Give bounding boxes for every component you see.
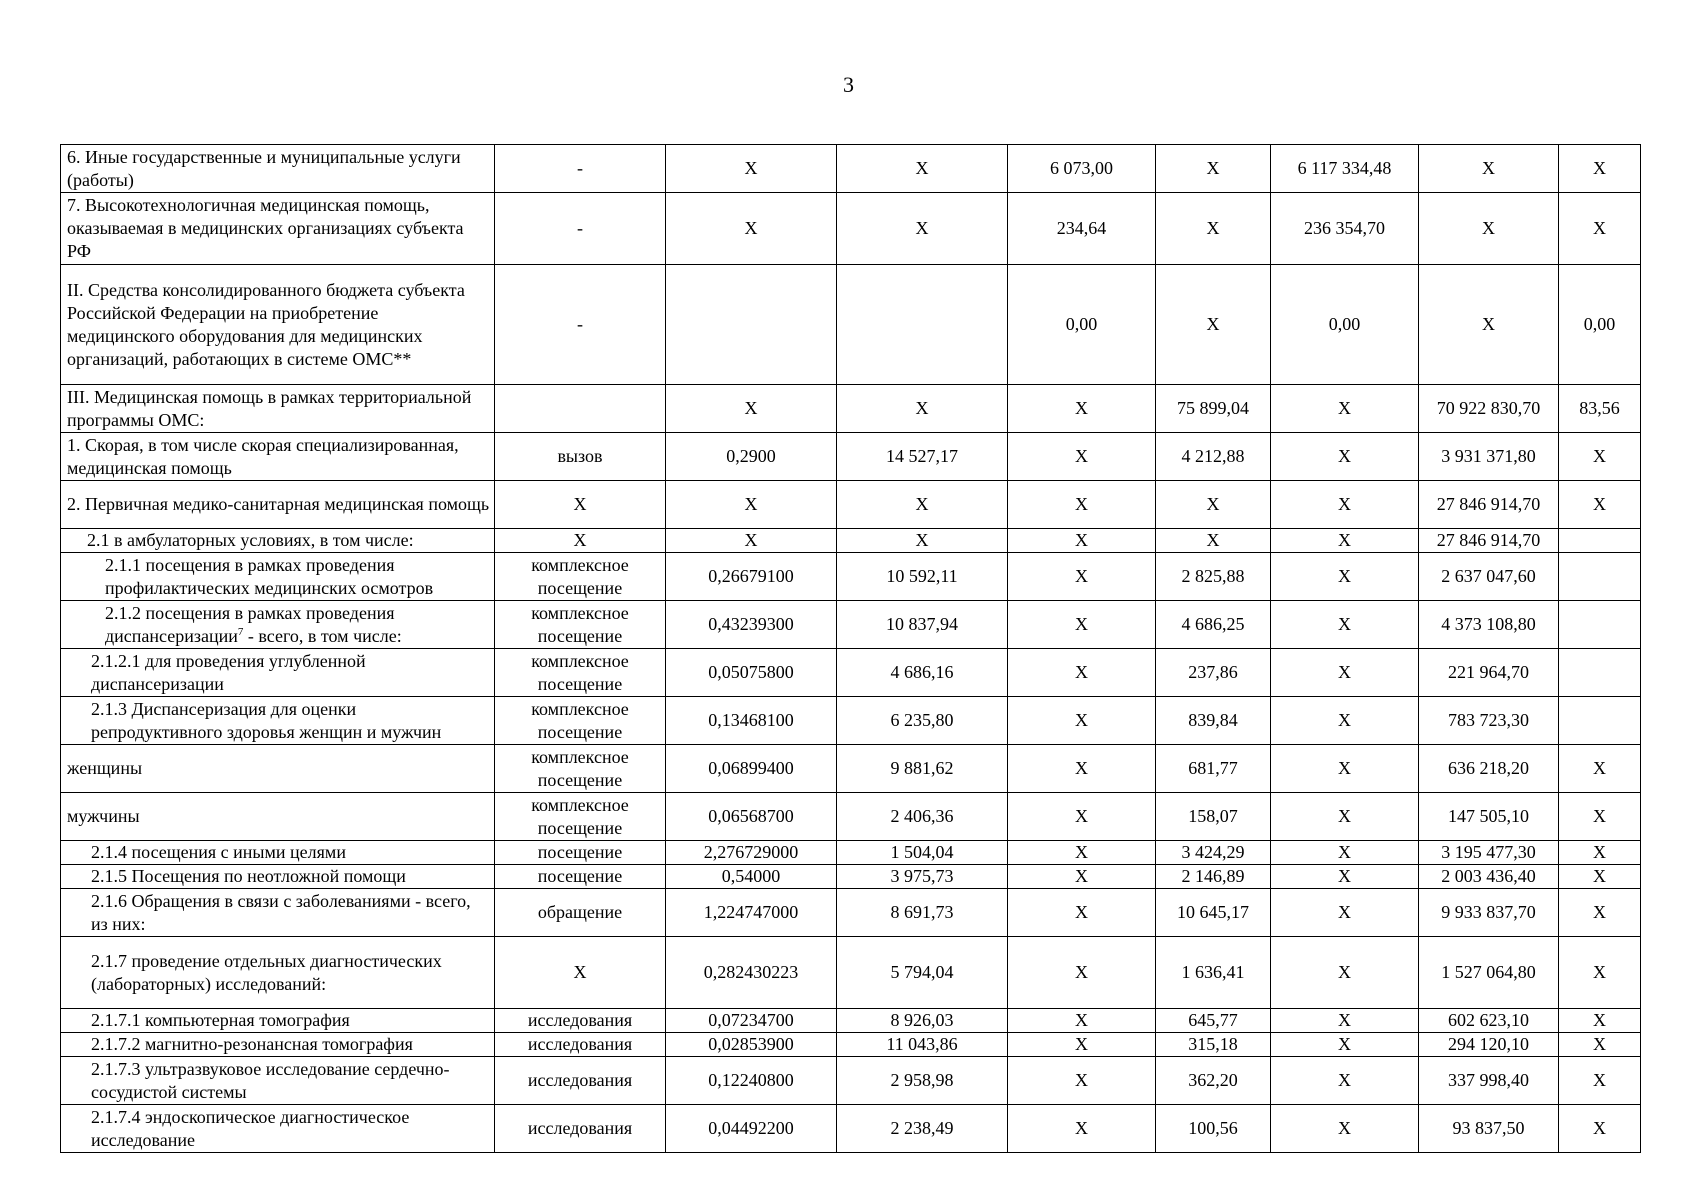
share-percent-cell: Х <box>1559 1009 1641 1033</box>
row-name-cell: женщины <box>61 745 495 793</box>
per-capita-oms-cell: Х <box>1156 265 1271 385</box>
table-row <box>61 697 1641 745</box>
table-row <box>61 745 1641 793</box>
share-percent-cell: Х <box>1559 937 1641 1009</box>
volume-norm-cell: 0,26679100 <box>666 553 837 601</box>
cost-oms-cell: 93 837,50 <box>1419 1105 1559 1153</box>
row-name-cell: 2.1.7.4 эндоскопическое диагностическое исследование <box>61 1105 495 1153</box>
cost-oms-cell: 70 922 830,70 <box>1419 385 1559 433</box>
row-name-cell: 7. Высокотехнологичная медицинская помощь, оказываемая в медицинских организациях субъекта РФ <box>61 193 495 265</box>
cost-norm-cell: 2 406,36 <box>837 793 1008 841</box>
row-name-text: 2.1.2 посещения в рамках проведения диспансеризации <box>105 602 395 646</box>
cost-budget-cell: Х <box>1271 385 1419 433</box>
table-row <box>61 145 1641 193</box>
per-capita-oms-cell: 1 636,41 <box>1156 937 1271 1009</box>
row-name-cell: 2.1.2.1 для проведения углубленной диспансеризации <box>61 649 495 697</box>
share-percent-cell: Х <box>1559 841 1641 865</box>
cost-oms-cell: 4 373 108,80 <box>1419 601 1559 649</box>
cost-oms-cell: Х <box>1419 265 1559 385</box>
per-capita-budget-cell: Х <box>1008 793 1156 841</box>
volume-norm-cell: 0,2900 <box>666 433 837 481</box>
per-capita-oms-cell: 315,18 <box>1156 1033 1271 1057</box>
per-capita-oms-cell: 4 212,88 <box>1156 433 1271 481</box>
unit-cell: - <box>495 265 666 385</box>
program-financing-table <box>60 144 1641 1153</box>
cost-budget-cell: 6 117 334,48 <box>1271 145 1419 193</box>
volume-norm-cell: Х <box>666 193 837 265</box>
cost-norm-cell: 1 504,04 <box>837 841 1008 865</box>
per-capita-oms-cell: 3 424,29 <box>1156 841 1271 865</box>
unit-cell: комплексное посещение <box>495 553 666 601</box>
footnote-mark: 7 <box>237 625 244 638</box>
per-capita-budget-cell: Х <box>1008 649 1156 697</box>
cost-oms-cell: 3 195 477,30 <box>1419 841 1559 865</box>
unit-cell: комплексное посещение <box>495 601 666 649</box>
cost-oms-cell: 147 505,10 <box>1419 793 1559 841</box>
cost-norm-cell: Х <box>837 193 1008 265</box>
per-capita-budget-cell: 234,64 <box>1008 193 1156 265</box>
per-capita-oms-cell: 839,84 <box>1156 697 1271 745</box>
share-percent-cell: 83,56 <box>1559 385 1641 433</box>
cost-budget-cell: Х <box>1271 745 1419 793</box>
volume-norm-cell: 0,54000 <box>666 865 837 889</box>
row-name-cell: 2. Первичная медико-санитарная медицинская помощь <box>61 481 495 529</box>
row-name-cell: 1. Скорая, в том числе скорая специализированная, медицинская помощь <box>61 433 495 481</box>
share-percent-cell: Х <box>1559 745 1641 793</box>
cost-budget-cell: Х <box>1271 433 1419 481</box>
share-percent-cell <box>1559 649 1641 697</box>
cost-norm-cell <box>837 265 1008 385</box>
per-capita-budget-cell: Х <box>1008 481 1156 529</box>
row-name-cell: II. Средства консолидированного бюджета субъекта Российской Федерации на приобретение медицинского оборудования для медицинских организаций, работающих в системе ОМС** <box>61 265 495 385</box>
row-name-cell: 2.1.3 Диспансеризация для оценки репродуктивного здоровья женщин и мужчин <box>61 697 495 745</box>
share-percent-cell: Х <box>1559 481 1641 529</box>
page-number: 3 <box>843 72 854 97</box>
per-capita-budget-cell: Х <box>1008 433 1156 481</box>
cost-norm-cell: Х <box>837 481 1008 529</box>
share-percent-cell: Х <box>1559 1057 1641 1105</box>
cost-norm-cell: 8 691,73 <box>837 889 1008 937</box>
table-row <box>61 649 1641 697</box>
cost-budget-cell: Х <box>1271 601 1419 649</box>
per-capita-budget-cell: Х <box>1008 865 1156 889</box>
cost-norm-cell: 14 527,17 <box>837 433 1008 481</box>
volume-norm-cell: 0,07234700 <box>666 1009 837 1033</box>
share-percent-cell: Х <box>1559 193 1641 265</box>
cost-norm-cell: 6 235,80 <box>837 697 1008 745</box>
per-capita-oms-cell: 158,07 <box>1156 793 1271 841</box>
per-capita-oms-cell: 2 146,89 <box>1156 865 1271 889</box>
cost-norm-cell: 8 926,03 <box>837 1009 1008 1033</box>
per-capita-oms-cell: 2 825,88 <box>1156 553 1271 601</box>
unit-cell: исследования <box>495 1057 666 1105</box>
share-percent-cell: Х <box>1559 433 1641 481</box>
per-capita-oms-cell: 10 645,17 <box>1156 889 1271 937</box>
cost-budget-cell: Х <box>1271 889 1419 937</box>
cost-budget-cell: Х <box>1271 841 1419 865</box>
cost-oms-cell: 337 998,40 <box>1419 1057 1559 1105</box>
row-name-cell: 2.1.7 проведение отдельных диагностических (лабораторных) исследований: <box>61 937 495 1009</box>
cost-oms-cell: 27 846 914,70 <box>1419 481 1559 529</box>
cost-oms-cell: 2 637 047,60 <box>1419 553 1559 601</box>
per-capita-oms-cell: 237,86 <box>1156 649 1271 697</box>
share-percent-cell <box>1559 553 1641 601</box>
row-name-cell: 2.1.4 посещения с иными целями <box>61 841 495 865</box>
per-capita-budget-cell: Х <box>1008 889 1156 937</box>
per-capita-budget-cell: Х <box>1008 1105 1156 1153</box>
per-capita-budget-cell: Х <box>1008 841 1156 865</box>
volume-norm-cell: Х <box>666 385 837 433</box>
per-capita-budget-cell: Х <box>1008 1057 1156 1105</box>
per-capita-oms-cell: 681,77 <box>1156 745 1271 793</box>
cost-norm-cell: 2 958,98 <box>837 1057 1008 1105</box>
table-row <box>61 865 1641 889</box>
volume-norm-cell: 0,06568700 <box>666 793 837 841</box>
unit-cell: - <box>495 193 666 265</box>
unit-cell: исследования <box>495 1105 666 1153</box>
table-row <box>61 385 1641 433</box>
cost-norm-cell: 4 686,16 <box>837 649 1008 697</box>
table-row <box>61 1105 1641 1153</box>
share-percent-cell: Х <box>1559 889 1641 937</box>
cost-budget-cell: Х <box>1271 1057 1419 1105</box>
per-capita-oms-cell: Х <box>1156 193 1271 265</box>
cost-budget-cell: Х <box>1271 481 1419 529</box>
cost-budget-cell: Х <box>1271 937 1419 1009</box>
unit-cell: - <box>495 145 666 193</box>
row-name-cell: 2.1.1 посещения в рамках проведения профилактических медицинских осмотров <box>61 553 495 601</box>
table-row <box>61 937 1641 1009</box>
cost-oms-cell: 221 964,70 <box>1419 649 1559 697</box>
share-percent-cell <box>1559 601 1641 649</box>
per-capita-oms-cell: 4 686,25 <box>1156 601 1271 649</box>
unit-cell: Х <box>495 481 666 529</box>
cost-budget-cell: 236 354,70 <box>1271 193 1419 265</box>
cost-oms-cell: 2 003 436,40 <box>1419 865 1559 889</box>
cost-oms-cell: Х <box>1419 193 1559 265</box>
cost-budget-cell: Х <box>1271 529 1419 553</box>
per-capita-oms-cell: 75 899,04 <box>1156 385 1271 433</box>
cost-oms-cell: 636 218,20 <box>1419 745 1559 793</box>
cost-norm-cell: 10 592,11 <box>837 553 1008 601</box>
table-row <box>61 1009 1641 1033</box>
per-capita-budget-cell: Х <box>1008 1033 1156 1057</box>
unit-cell: комплексное посещение <box>495 649 666 697</box>
per-capita-oms-cell: Х <box>1156 145 1271 193</box>
share-percent-cell <box>1559 697 1641 745</box>
unit-cell: вызов <box>495 433 666 481</box>
cost-oms-cell: 9 933 837,70 <box>1419 889 1559 937</box>
row-name-cell: 2.1.6 Обращения в связи с заболеваниями - всего, из них: <box>61 889 495 937</box>
cost-oms-cell: 602 623,10 <box>1419 1009 1559 1033</box>
row-name-cell: 2.1 в амбулаторных условиях, в том числе: <box>61 529 495 553</box>
cost-norm-cell: Х <box>837 385 1008 433</box>
unit-cell: посещение <box>495 865 666 889</box>
unit-cell: исследования <box>495 1033 666 1057</box>
row-name-cell <box>61 601 495 649</box>
volume-norm-cell: 2,276729000 <box>666 841 837 865</box>
per-capita-budget-cell: Х <box>1008 1009 1156 1033</box>
table-body <box>61 145 1641 1153</box>
table-row <box>61 793 1641 841</box>
cost-budget-cell: Х <box>1271 697 1419 745</box>
table-row <box>61 553 1641 601</box>
cost-oms-cell: Х <box>1419 145 1559 193</box>
volume-norm-cell: Х <box>666 481 837 529</box>
unit-cell: Х <box>495 937 666 1009</box>
row-name-cell: 2.1.7.3 ультразвуковое исследование сердечно-сосудистой системы <box>61 1057 495 1105</box>
cost-budget-cell: Х <box>1271 1105 1419 1153</box>
share-percent-cell: Х <box>1559 1033 1641 1057</box>
cost-norm-cell: 3 975,73 <box>837 865 1008 889</box>
cost-norm-cell: 11 043,86 <box>837 1033 1008 1057</box>
volume-norm-cell: 0,282430223 <box>666 937 837 1009</box>
share-percent-cell: Х <box>1559 145 1641 193</box>
cost-oms-cell: 294 120,10 <box>1419 1033 1559 1057</box>
table-row <box>61 433 1641 481</box>
per-capita-budget-cell: Х <box>1008 697 1156 745</box>
table-row <box>61 1033 1641 1057</box>
per-capita-budget-cell: 0,00 <box>1008 265 1156 385</box>
table-row <box>61 1057 1641 1105</box>
unit-cell <box>495 385 666 433</box>
per-capita-oms-cell: 645,77 <box>1156 1009 1271 1033</box>
volume-norm-cell: 1,224747000 <box>666 889 837 937</box>
row-name-cell: мужчины <box>61 793 495 841</box>
table-row <box>61 889 1641 937</box>
cost-norm-cell: 5 794,04 <box>837 937 1008 1009</box>
row-name-cell: 6. Иные государственные и муниципальные услуги (работы) <box>61 145 495 193</box>
share-percent-cell <box>1559 529 1641 553</box>
per-capita-oms-cell: 100,56 <box>1156 1105 1271 1153</box>
cost-oms-cell: 783 723,30 <box>1419 697 1559 745</box>
cost-norm-cell: 10 837,94 <box>837 601 1008 649</box>
table-row <box>61 841 1641 865</box>
cost-budget-cell: Х <box>1271 793 1419 841</box>
volume-norm-cell: 0,02853900 <box>666 1033 837 1057</box>
per-capita-oms-cell: 362,20 <box>1156 1057 1271 1105</box>
cost-oms-cell: 1 527 064,80 <box>1419 937 1559 1009</box>
cost-budget-cell: Х <box>1271 1009 1419 1033</box>
table-row <box>61 265 1641 385</box>
table-row <box>61 481 1641 529</box>
table-row <box>61 193 1641 265</box>
per-capita-budget-cell: 6 073,00 <box>1008 145 1156 193</box>
per-capita-oms-cell: Х <box>1156 529 1271 553</box>
row-name-cell: 2.1.5 Посещения по неотложной помощи <box>61 865 495 889</box>
unit-cell: комплексное посещение <box>495 745 666 793</box>
per-capita-budget-cell: Х <box>1008 385 1156 433</box>
table-row <box>61 529 1641 553</box>
cost-norm-cell: Х <box>837 145 1008 193</box>
volume-norm-cell: 0,06899400 <box>666 745 837 793</box>
per-capita-budget-cell: Х <box>1008 529 1156 553</box>
row-name-tail: - всего, в том числе: <box>243 625 402 646</box>
unit-cell: комплексное посещение <box>495 793 666 841</box>
cost-norm-cell: 2 238,49 <box>837 1105 1008 1153</box>
table-row <box>61 601 1641 649</box>
cost-budget-cell: 0,00 <box>1271 265 1419 385</box>
cost-norm-cell: Х <box>837 529 1008 553</box>
per-capita-budget-cell: Х <box>1008 937 1156 1009</box>
row-name-cell: 2.1.7.1 компьютерная томография <box>61 1009 495 1033</box>
cost-oms-cell: 27 846 914,70 <box>1419 529 1559 553</box>
volume-norm-cell: 0,12240800 <box>666 1057 837 1105</box>
volume-norm-cell: 0,05075800 <box>666 649 837 697</box>
per-capita-budget-cell: Х <box>1008 601 1156 649</box>
share-percent-cell: Х <box>1559 1105 1641 1153</box>
row-name-cell: III. Медицинская помощь в рамках территориальной программы ОМС: <box>61 385 495 433</box>
per-capita-oms-cell: Х <box>1156 481 1271 529</box>
row-name-cell: 2.1.7.2 магнитно-резонансная томография <box>61 1033 495 1057</box>
cost-budget-cell: Х <box>1271 553 1419 601</box>
volume-norm-cell: 0,43239300 <box>666 601 837 649</box>
volume-norm-cell: 0,04492200 <box>666 1105 837 1153</box>
unit-cell: Х <box>495 529 666 553</box>
unit-cell: исследования <box>495 1009 666 1033</box>
unit-cell: комплексное посещение <box>495 697 666 745</box>
unit-cell: посещение <box>495 841 666 865</box>
share-percent-cell: Х <box>1559 865 1641 889</box>
share-percent-cell: 0,00 <box>1559 265 1641 385</box>
cost-budget-cell: Х <box>1271 865 1419 889</box>
share-percent-cell: Х <box>1559 793 1641 841</box>
volume-norm-cell: Х <box>666 145 837 193</box>
cost-oms-cell: 3 931 371,80 <box>1419 433 1559 481</box>
per-capita-budget-cell: Х <box>1008 745 1156 793</box>
unit-cell: обращение <box>495 889 666 937</box>
volume-norm-cell <box>666 265 837 385</box>
cost-budget-cell: Х <box>1271 1033 1419 1057</box>
per-capita-budget-cell: Х <box>1008 553 1156 601</box>
volume-norm-cell: 0,13468100 <box>666 697 837 745</box>
cost-norm-cell: 9 881,62 <box>837 745 1008 793</box>
volume-norm-cell: Х <box>666 529 837 553</box>
cost-budget-cell: Х <box>1271 649 1419 697</box>
